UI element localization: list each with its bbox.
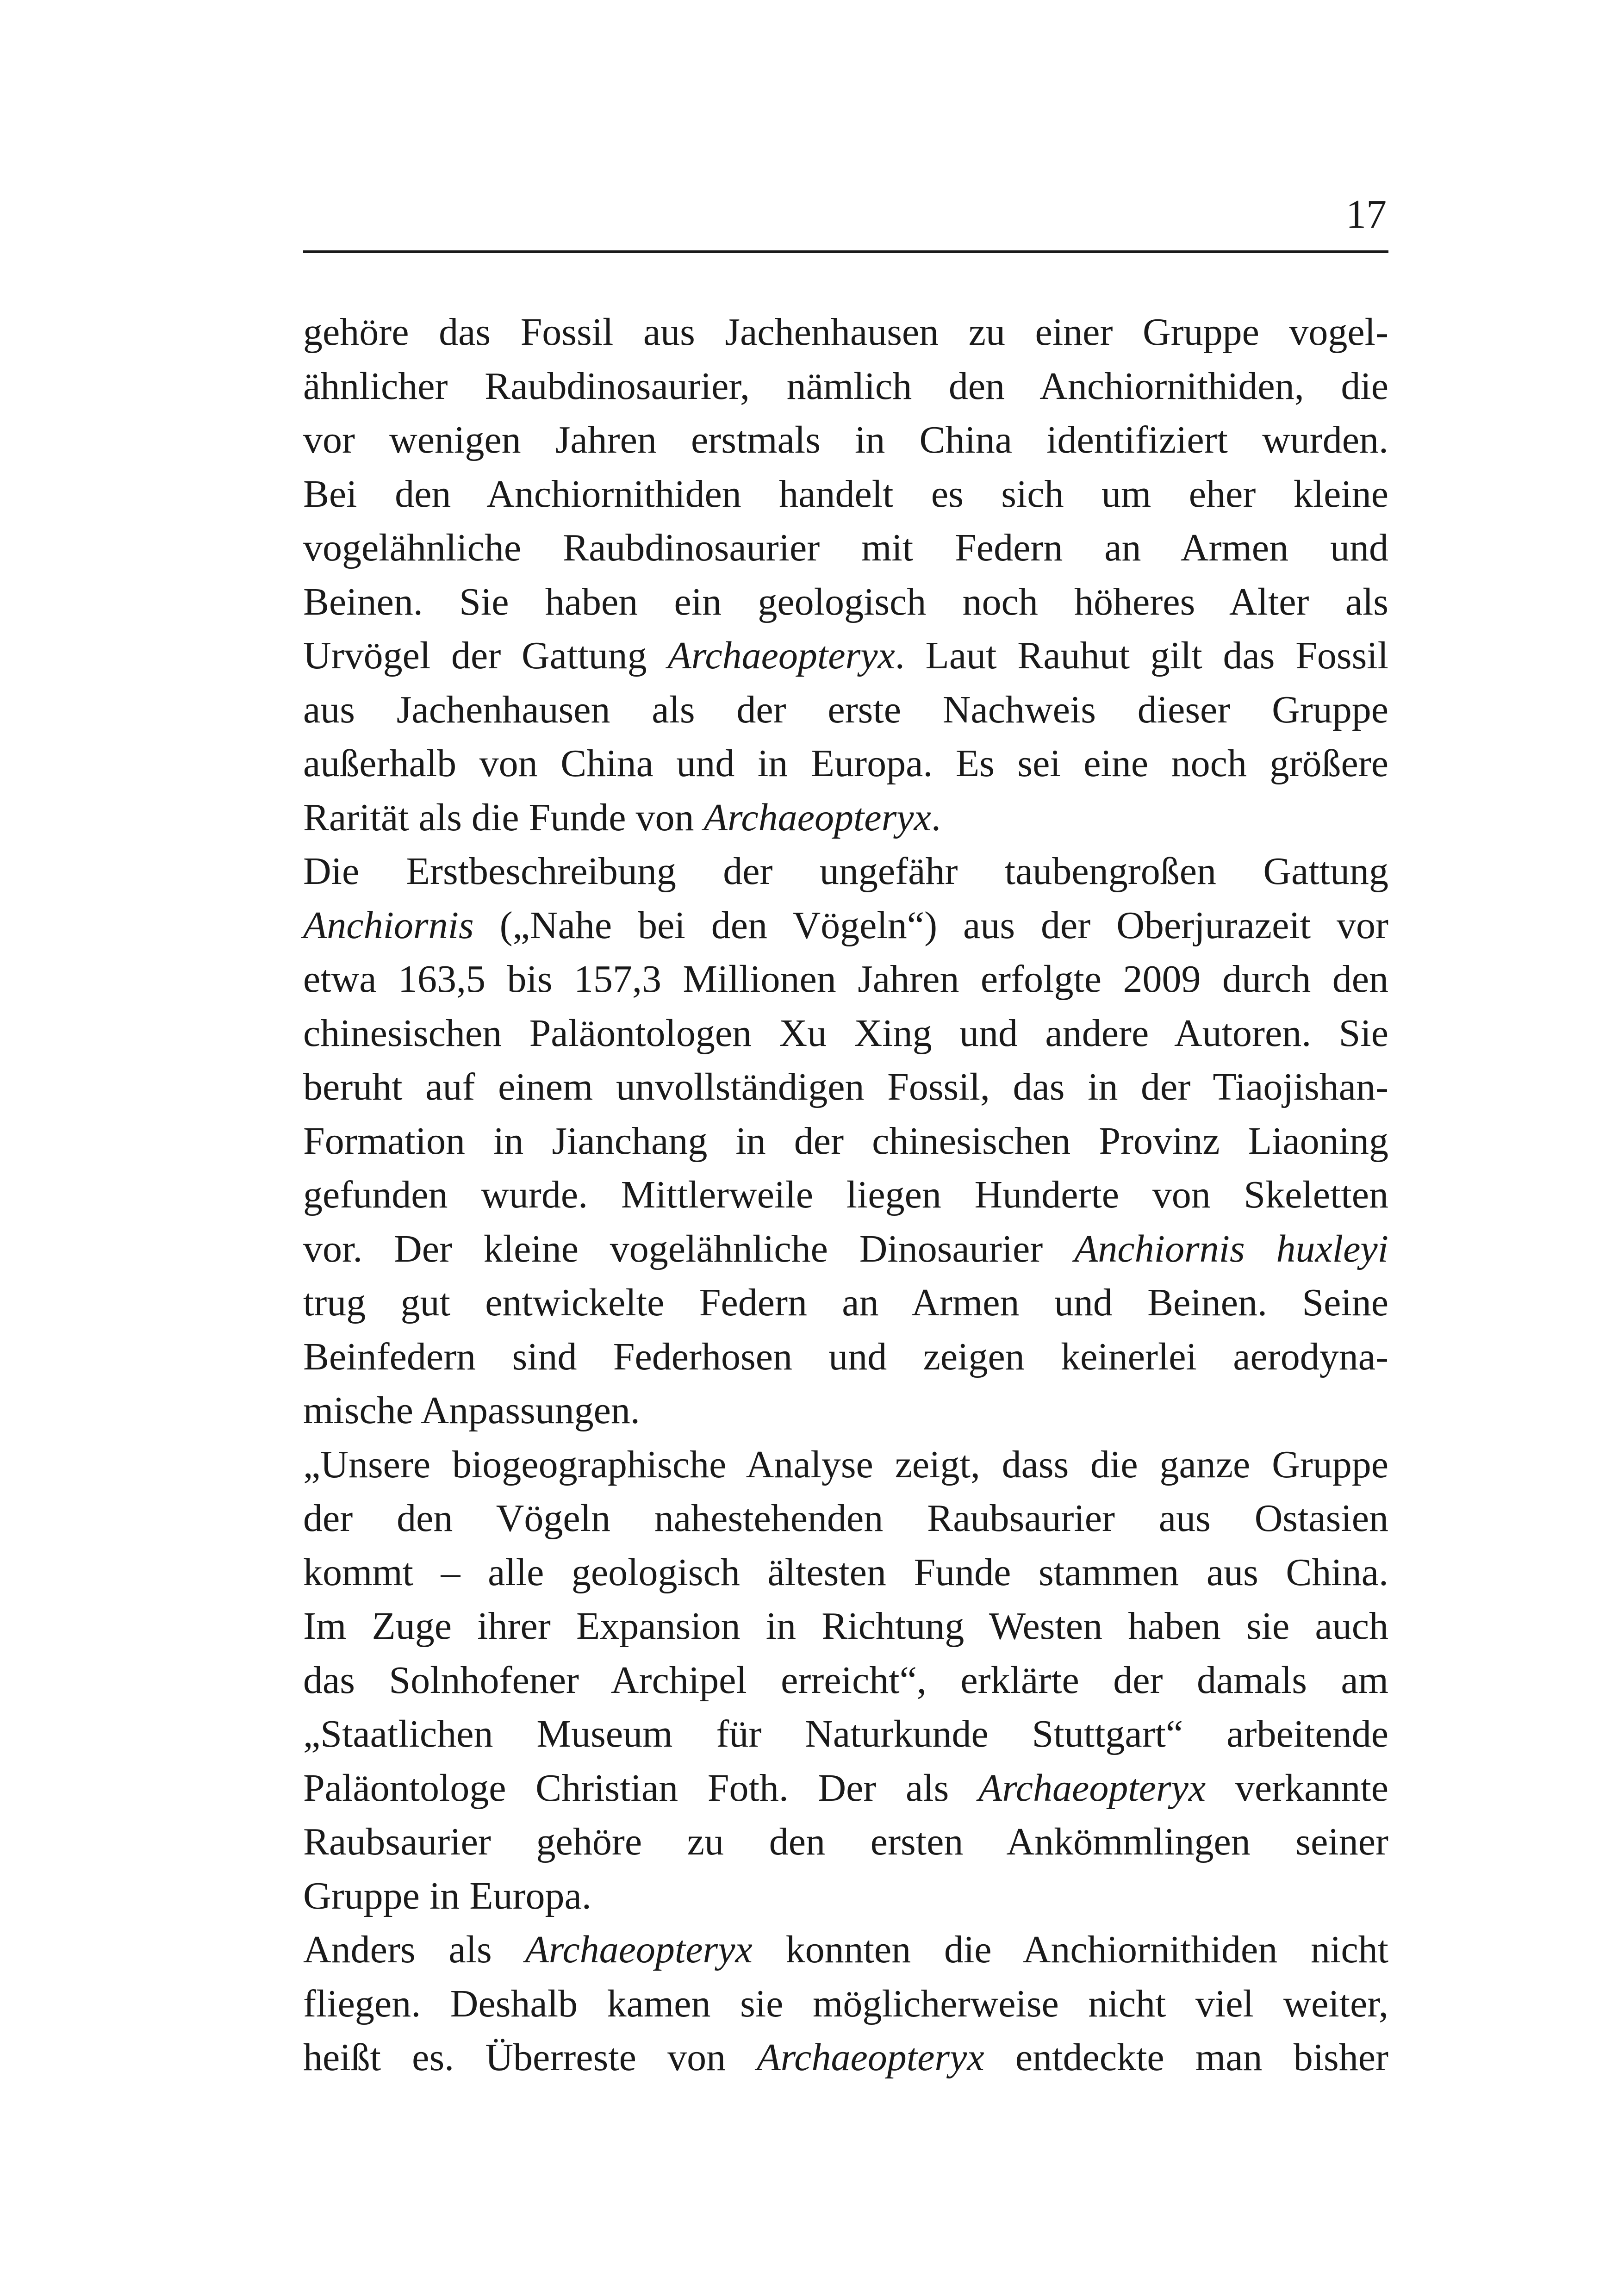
header-rule — [303, 250, 1388, 253]
italic-term: Archaeopteryx — [667, 634, 895, 677]
text-line — [303, 575, 1388, 629]
text-segment: vor wenigen Jahren erstmals in China identifiziert wurden. — [303, 418, 1388, 461]
text-line — [303, 1060, 1388, 1114]
text-segment: Paläontologe Christian Foth. Der als — [303, 1766, 978, 1810]
page-number: 17 — [1346, 192, 1387, 237]
text-line — [303, 1761, 1388, 1816]
text-segment: Im Zuge ihrer Expansion in Richtung Westen haben sie auch — [303, 1605, 1388, 1648]
text-segment: Beinfedern sind Federhosen und zeigen keinerlei aerodyna- — [303, 1335, 1388, 1378]
text-segment: konnten die Anchiornithiden nicht — [752, 1928, 1388, 1971]
text-segment: „Staatlichen Museum für Naturkunde Stuttgart“ arbeitende — [303, 1712, 1388, 1755]
text-line — [303, 413, 1388, 467]
text-segment: außerhalb von China und in Europa. Es sei eine noch größere — [303, 742, 1388, 785]
text-line — [303, 683, 1388, 737]
paragraph — [303, 1438, 1388, 1923]
italic-term: Archaeopteryx — [703, 796, 931, 839]
text-line — [303, 791, 1388, 845]
text-segment: . Laut Rauhut gilt das Fossil — [895, 634, 1388, 677]
text-line — [303, 1007, 1388, 1061]
text-segment: Anders als — [303, 1928, 525, 1971]
text-segment: vor. Der kleine vogelähnliche Dinosaurier — [303, 1227, 1075, 1270]
text-segment: gehöre das Fossil aus Jachenhausen zu einer Gruppe vogel- — [303, 311, 1388, 354]
text-segment: heißt es. Überreste von — [303, 2036, 757, 2079]
text-segment: etwa 163,5 bis 157,3 Millionen Jahren erfolgte 2009 durch den — [303, 958, 1388, 1001]
italic-term: Archaeopteryx — [757, 2036, 984, 2079]
text-line — [303, 1546, 1388, 1600]
text-segment: Bei den Anchiornithiden handelt es sich um eher kleine — [303, 472, 1388, 516]
text-line — [303, 1276, 1388, 1330]
text-segment: mische Anpassungen. — [303, 1389, 640, 1432]
text-segment: („Nahe bei den Vögeln“) aus der Oberjurazeit vor — [473, 903, 1388, 947]
text-segment: gefunden wurde. Mittlerweile liegen Hunderte von Skeletten — [303, 1173, 1388, 1216]
text-line — [303, 1492, 1388, 1546]
text-segment: verkannte — [1206, 1766, 1388, 1810]
text-segment: fliegen. Deshalb kamen sie möglicherweise nicht viel weiter, — [303, 1982, 1388, 2025]
text-line — [303, 1438, 1388, 1492]
text-segment: beruht auf einem unvollständigen Fossil, das in der Tiaojishan- — [303, 1065, 1388, 1108]
text-line — [303, 629, 1388, 683]
text-line — [303, 952, 1388, 1007]
text-segment: aus Jachenhausen als der erste Nachweis dieser Gruppe — [303, 688, 1388, 731]
text-line — [303, 1384, 1388, 1438]
text-line — [303, 360, 1388, 414]
paragraph — [303, 305, 1388, 845]
text-line — [303, 1599, 1388, 1654]
text-segment: chinesischen Paläontologen Xu Xing und andere Autoren. Sie — [303, 1011, 1388, 1055]
text-line — [303, 467, 1388, 522]
text-segment: . — [931, 796, 941, 839]
text-line — [303, 1168, 1388, 1222]
paragraph — [303, 845, 1388, 1438]
italic-term: Anchiornis — [303, 903, 474, 947]
text-segment: der den Vögeln nahestehenden Raubsaurier aus Ostasien — [303, 1497, 1388, 1540]
italic-term: Archaeopteryx — [525, 1928, 753, 1971]
italic-term: Archaeopteryx — [978, 1766, 1206, 1810]
text-line — [303, 521, 1388, 575]
text-segment: kommt – alle geologisch ältesten Funde stammen aus China. — [303, 1550, 1388, 1594]
text-line — [303, 1923, 1388, 1977]
text-segment: entdeckte man bisher — [984, 2036, 1388, 2079]
text-line — [303, 305, 1388, 360]
text-line — [303, 2031, 1388, 2085]
text-line — [303, 1869, 1388, 1923]
text-line — [303, 1707, 1388, 1761]
text-segment: Beinen. Sie haben ein geologisch noch höheres Alter als — [303, 580, 1388, 623]
text-segment: trug gut entwickelte Federn an Armen und Beinen. Seine — [303, 1281, 1388, 1324]
text-line — [303, 1815, 1388, 1869]
paragraph — [303, 1923, 1388, 2085]
text-segment: ähnlicher Raubdinosaurier, nämlich den Anchiornithiden, die — [303, 364, 1388, 408]
text-line — [303, 737, 1388, 791]
text-segment: das Solnhofener Archipel erreicht“, erklärte der damals am — [303, 1658, 1388, 1702]
text-segment: Urvögel der Gattung — [303, 634, 668, 677]
italic-term: Anchiornis huxleyi — [1074, 1227, 1388, 1270]
text-segment: Rarität als die Funde von — [303, 796, 704, 839]
text-line — [303, 899, 1388, 953]
text-line — [303, 1222, 1388, 1276]
text-segment: Gruppe in Europa. — [303, 1874, 591, 1917]
text-line — [303, 1977, 1388, 2031]
text-line — [303, 1114, 1388, 1169]
text-segment: Die Erstbeschreibung der ungefähr taubengroßen Gattung — [303, 850, 1388, 893]
text-segment: vogelähnliche Raubdinosaurier mit Federn an Armen und — [303, 526, 1388, 569]
text-segment: „Unsere biogeographische Analyse zeigt, dass die ganze Gruppe — [303, 1443, 1388, 1486]
text-line — [303, 1654, 1388, 1708]
text-segment: Raubsaurier gehöre zu den ersten Ankömmlingen seiner — [303, 1820, 1388, 1863]
text-segment: Formation in Jianchang in der chinesischen Provinz Liaoning — [303, 1119, 1388, 1163]
text-line — [303, 845, 1388, 899]
body-text — [303, 305, 1388, 2085]
text-line — [303, 1330, 1388, 1384]
